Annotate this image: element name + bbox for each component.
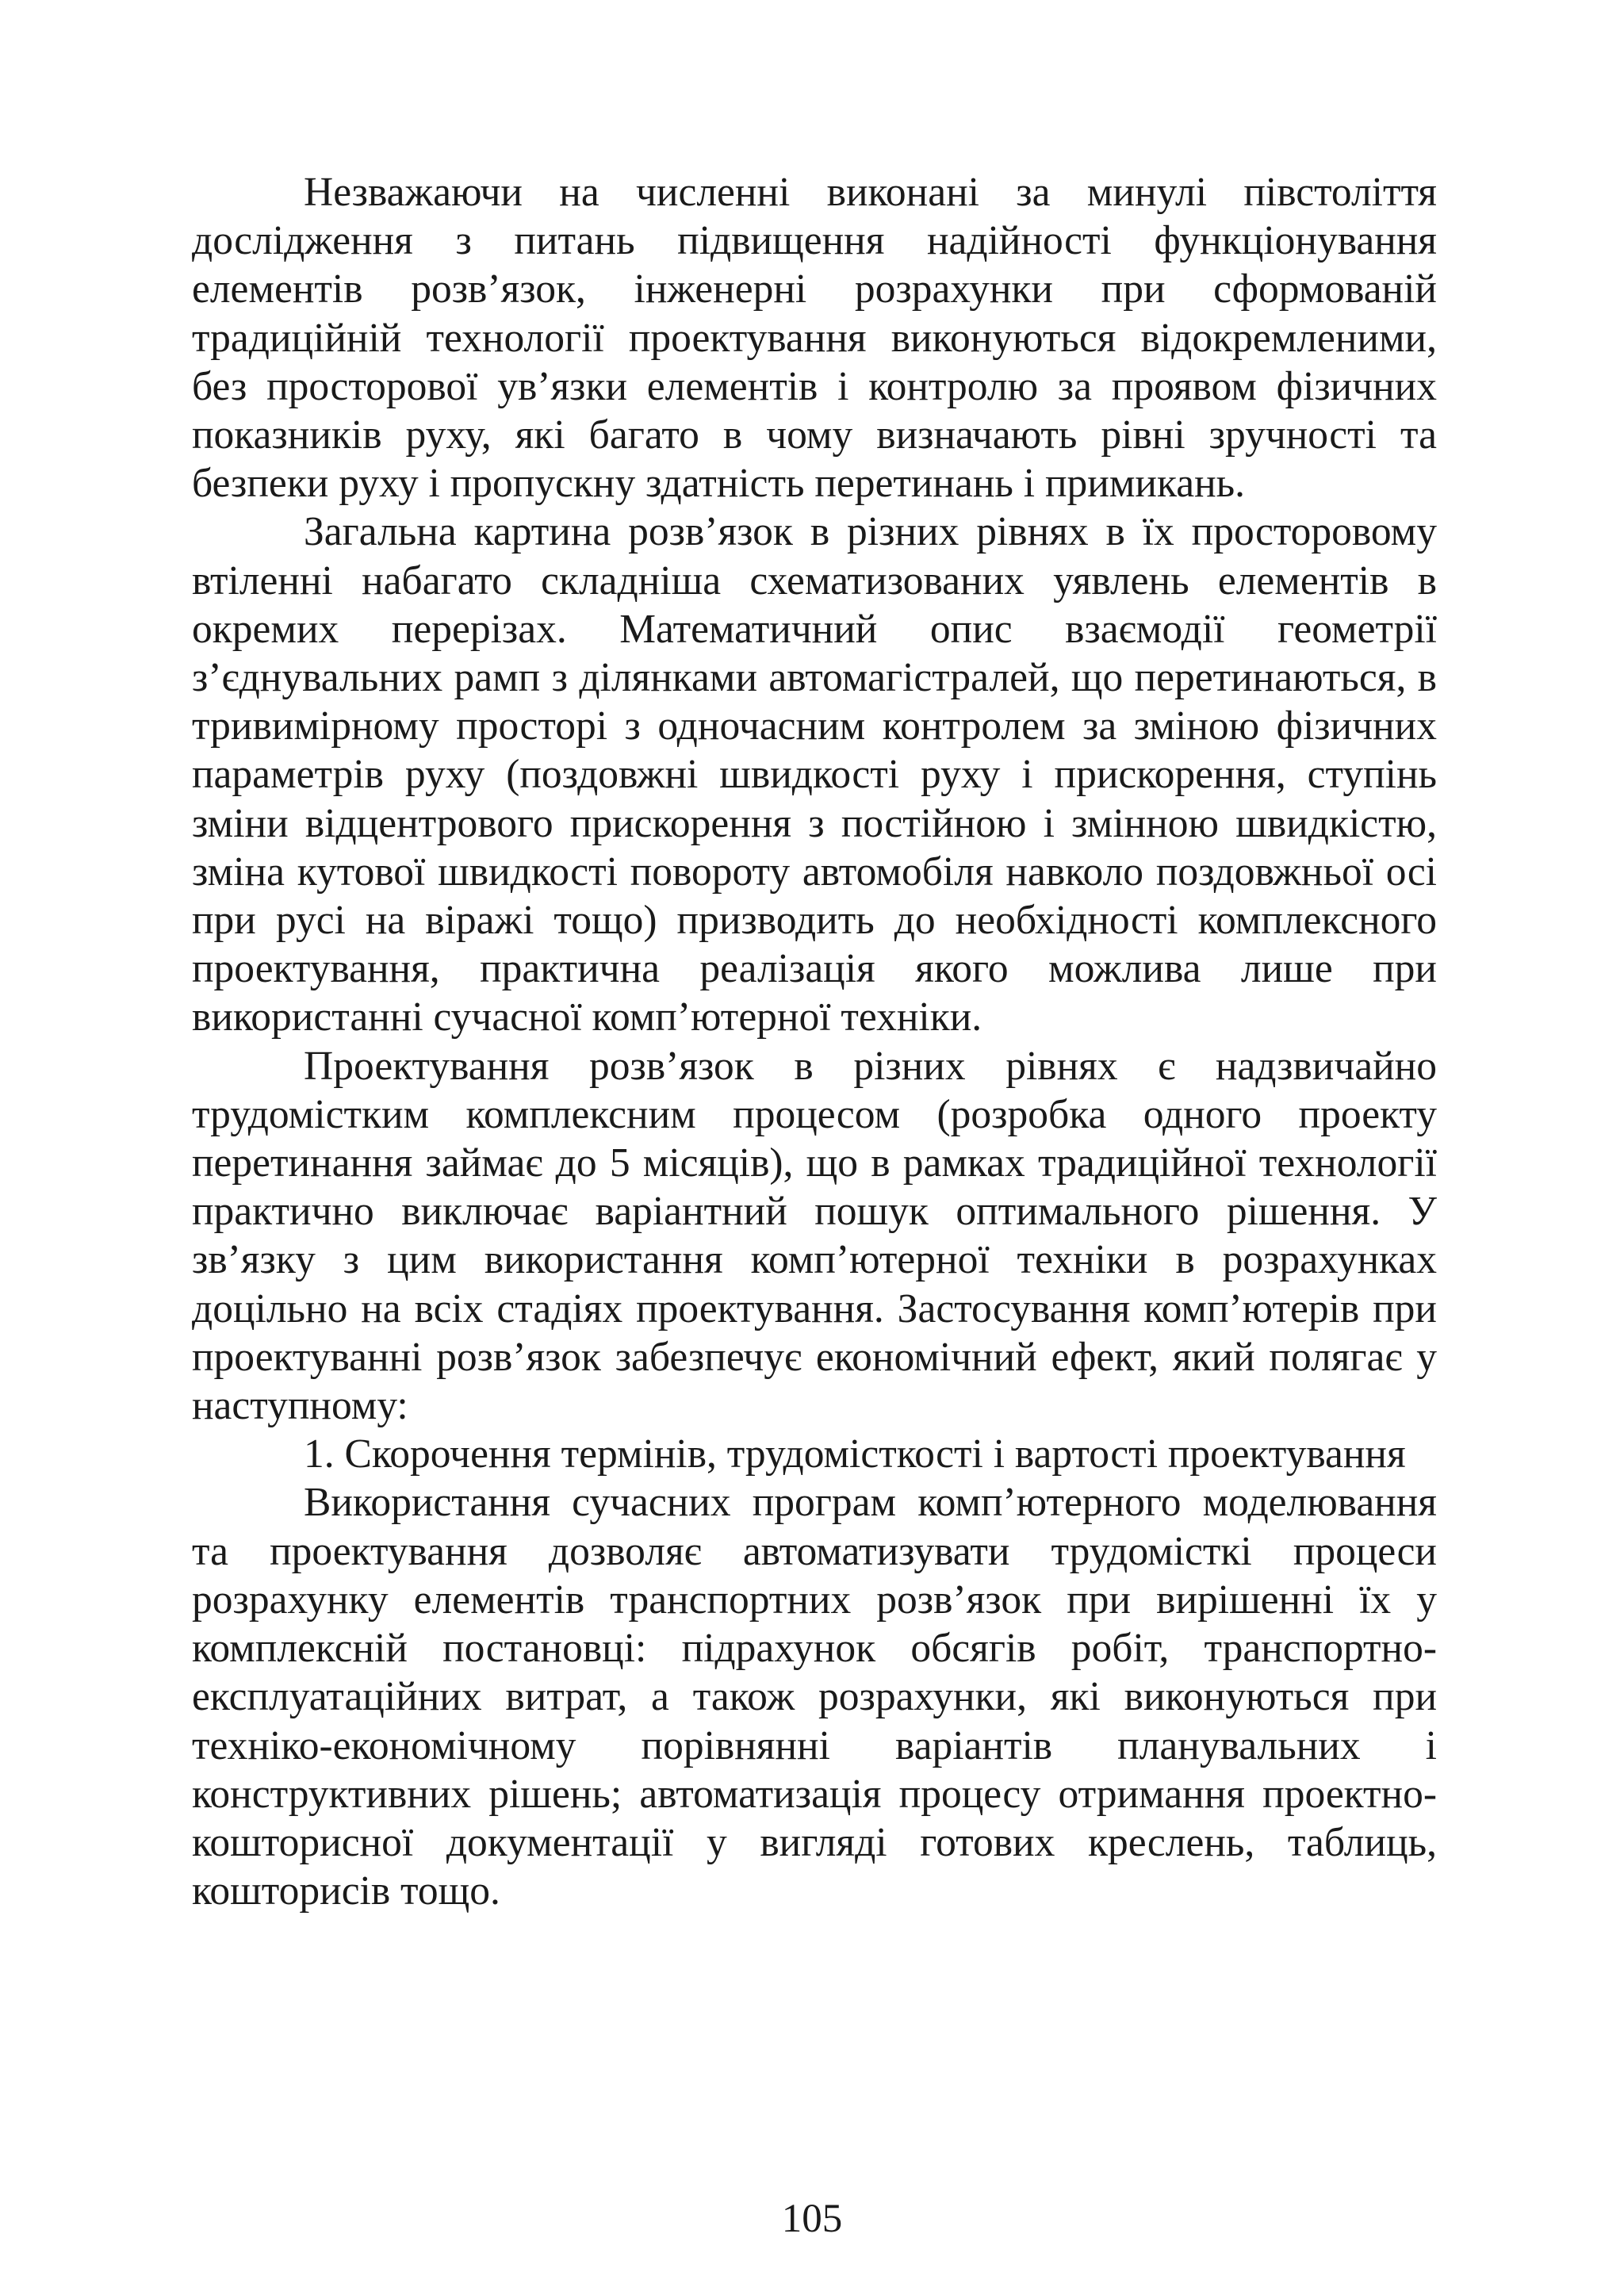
- list-item-1: 1. Скорочення термінів, трудомісткості і вартості проектування: [304, 1431, 1406, 1477]
- paragraph-interchange-overview: Загальна картина розв’язок в різних рівнях в їх просторовому втіленні набагато складніша схематизованих уявлень елементів в окремих перерізах. Математичний опис взаємодії геометрії з’єднувальних рамп з ділянками автомагістралей, що перетинаються, в тривимірному просторі з одночасним контролем за зміною фізичних параметрів руху (поздовжні швидкості руху і прискорення, ступінь зміни відцентрового прискорення з постійною і змінною швидкістю, зміна кутової швидкості повороту автомобіля навколо поздовжньої осі при русі на віражі тощо) призводить до необхідності комплексного проектування, практична реалізація якого можлива лише при використанні сучасної комп’ютерної техніки.: [192, 509, 1437, 1040]
- paragraph-reliability-research: Незважаючи на численні виконані за минулі півстоліття дослідження з питань підвищення надійності функціонування елементів розв’язок, інженерні розрахунки при сформованій традиційній технології проектування виконуються відокремленими, без просторової ув’язки елементів і контролю за проявом фізичних показників руху, які багато в чому визначають рівні зручності та безпеки руху і пропускну здатність перетинань і примикань.: [192, 170, 1437, 507]
- page-body: [192, 168, 1437, 1915]
- paragraph-design-complexity: Проектування розв’язок в різних рівнях є надзвичайно трудомістким комплексним процесом (розробка одного проекту перетинання займає до 5 місяців), що в рамках традиційної технології практично виключає варіантний пошук оптимального рішення. У зв’язку з цим використання комп’ютерної техніки в розрахунках доцільно на всіх стадіях проектування. Застосування комп’ютерів при проектуванні розв’язок забезпечує економічний ефект, який полягає у наступному:: [192, 1043, 1437, 1429]
- paragraph-software-usage: Використання сучасних програм комп’ютерного моделювання та проектування дозволяє автоматизувати трудомісткі процеси розрахунку елементів транспортних розв’язок при вирішенні їх у комплексній постановці: підрахунок обсягів робіт, транспортно-експлуатаційних витрат, а також розрахунки, які виконуються при техніко-економічному порівнянні варіантів планувальних і конструктивних рішень; автоматизація процесу отримання проектно-кошторисної документації у вигляді готових креслень, таблиць, кошторисів тощо.: [192, 1480, 1437, 1914]
- page-number: 105: [781, 2197, 843, 2241]
